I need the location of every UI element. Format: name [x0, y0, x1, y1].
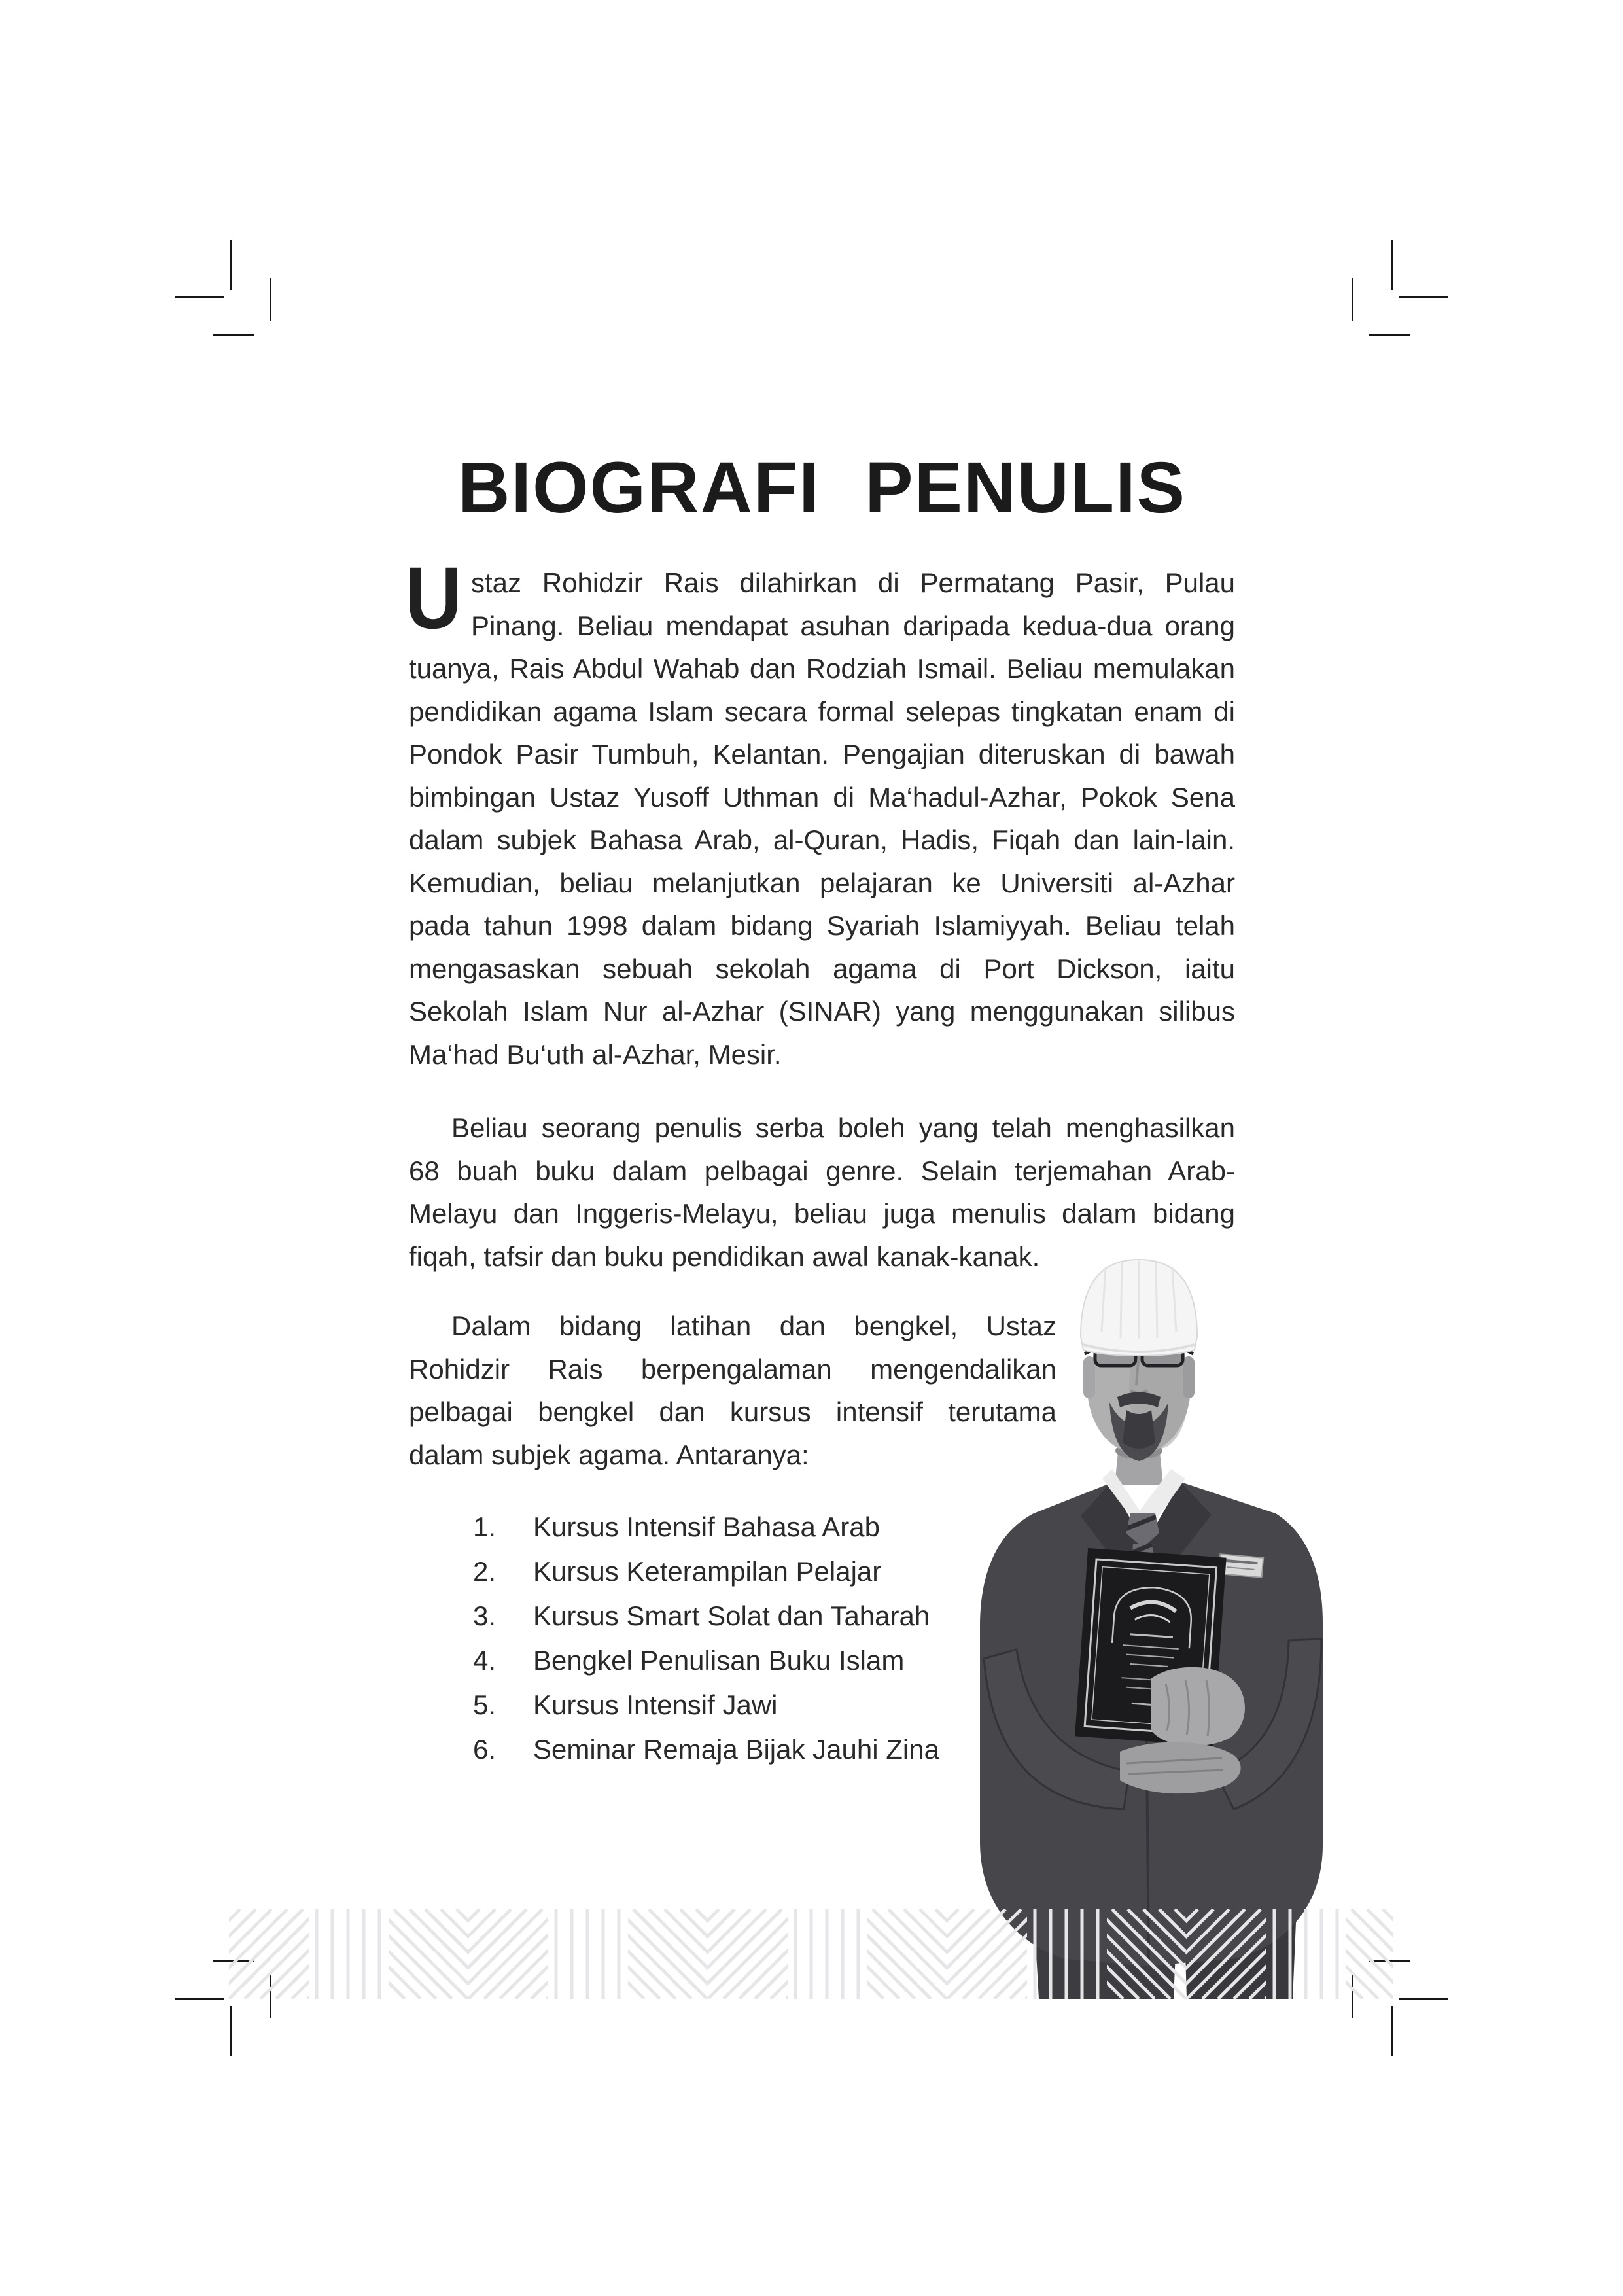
trim-mark	[230, 240, 232, 290]
list-item	[409, 1638, 1037, 1683]
trim-mark	[175, 1998, 224, 2000]
ear	[1083, 1356, 1095, 1398]
trim-mark	[1352, 278, 1353, 321]
trim-mark	[175, 296, 224, 298]
text-line: pendidikan agama Islam secara formal selepas tingkatan enam di	[409, 696, 1235, 727]
kopiah	[1081, 1260, 1197, 1356]
list-item	[409, 1549, 1037, 1594]
trim-mark	[1399, 1998, 1448, 2000]
list-item-label: Kursus Smart Solat dan Taharah	[533, 1600, 930, 1631]
text-line: mengasaskan sebuah sekolah agama di Port Dickson, iaitu	[409, 953, 1235, 984]
paragraph-2	[409, 1106, 1235, 1278]
text-line: Dalam bidang latihan dan bengkel, Ustaz	[451, 1311, 1056, 1341]
course-list	[409, 1505, 1037, 1772]
text-line: Rohidzir Rais berpengalaman mengendalikan	[409, 1353, 1056, 1385]
text-line: Beliau seorang penulis serba boleh yang telah menghasilkan	[451, 1112, 1235, 1143]
trim-mark	[1399, 296, 1448, 298]
text-line: dalam subjek agama. Antaranya:	[409, 1439, 809, 1470]
list-number: 6.	[473, 1734, 497, 1765]
text-line: 68 buah buku dalam pelbagai genre. Selain terjemahan Arab-	[409, 1155, 1235, 1186]
trim-mark	[270, 278, 271, 321]
text-line: bimbingan Ustaz Yusoff Uthman di Ma‘hadul-Azhar, Pokok Sena	[409, 781, 1235, 813]
ear	[1183, 1356, 1195, 1398]
text-line: fiqah, tafsir dan buku pendidikan awal kanak-kanak.	[409, 1241, 1040, 1272]
trim-mark	[1369, 334, 1410, 336]
author-photo	[955, 1253, 1348, 1999]
list-number: 4.	[473, 1645, 497, 1676]
paragraph-1	[405, 550, 1235, 1076]
text-line: Melayu dan Inggeris-Melayu, beliau juga menulis dalam bidang	[409, 1198, 1235, 1229]
text-line: pada tahun 1998 dalam bidang Syariah Islamiyyah. Beliau telah	[409, 910, 1235, 941]
list-number: 3.	[473, 1600, 497, 1631]
trim-mark	[1391, 240, 1393, 290]
text-line: pelbagai bengkel dan kursus intensif terutama	[409, 1396, 1056, 1427]
list-number: 5.	[473, 1689, 497, 1720]
list-item-label: Kursus Intensif Bahasa Arab	[533, 1511, 880, 1542]
list-item-label: Seminar Remaja Bijak Jauhi Zina	[533, 1734, 939, 1765]
drop-cap: U	[405, 550, 462, 647]
text-line: dalam subjek Bahasa Arab, al-Quran, Hadis, Fiqah dan lain-lain.	[409, 824, 1235, 855]
list-item	[409, 1505, 1037, 1549]
text-line: staz Rohidzir Rais dilahirkan di Permatang Pasir, Pulau	[471, 567, 1235, 598]
text-line: Kemudian, beliau melanjutkan pelajaran ke Universiti al-Azhar	[409, 867, 1235, 898]
text-line: Sekolah Islam Nur al-Azhar (SINAR) yang menggunakan silibus	[409, 996, 1235, 1027]
list-item-label: Kursus Keterampilan Pelajar	[533, 1556, 882, 1587]
list-item	[409, 1727, 1037, 1772]
page-title: BIOGRAFI PENULIS	[457, 448, 1187, 528]
text-line: Pinang. Beliau mendapat asuhan daripada kedua-dua orang	[471, 610, 1235, 641]
list-item-label: Bengkel Penulisan Buku Islam	[533, 1645, 905, 1676]
list-item-label: Kursus Intensif Jawi	[533, 1689, 778, 1720]
list-number: 2.	[473, 1556, 497, 1587]
trim-mark	[1391, 2006, 1393, 2056]
text-line: Ma‘had Bu‘uth al-Azhar, Mesir.	[409, 1038, 782, 1070]
trim-mark	[230, 2006, 232, 2056]
list-number: 1.	[473, 1511, 497, 1542]
list-item	[409, 1594, 1037, 1638]
decorative-pattern	[229, 1909, 1393, 1999]
list-item	[409, 1683, 1037, 1727]
text-line: tuanya, Rais Abdul Wahab dan Rodziah Ismail. Beliau memulakan	[409, 653, 1235, 684]
trim-mark	[213, 334, 254, 336]
text-line: Pondok Pasir Tumbuh, Kelantan. Pengajian diteruskan di bawah	[409, 739, 1235, 769]
